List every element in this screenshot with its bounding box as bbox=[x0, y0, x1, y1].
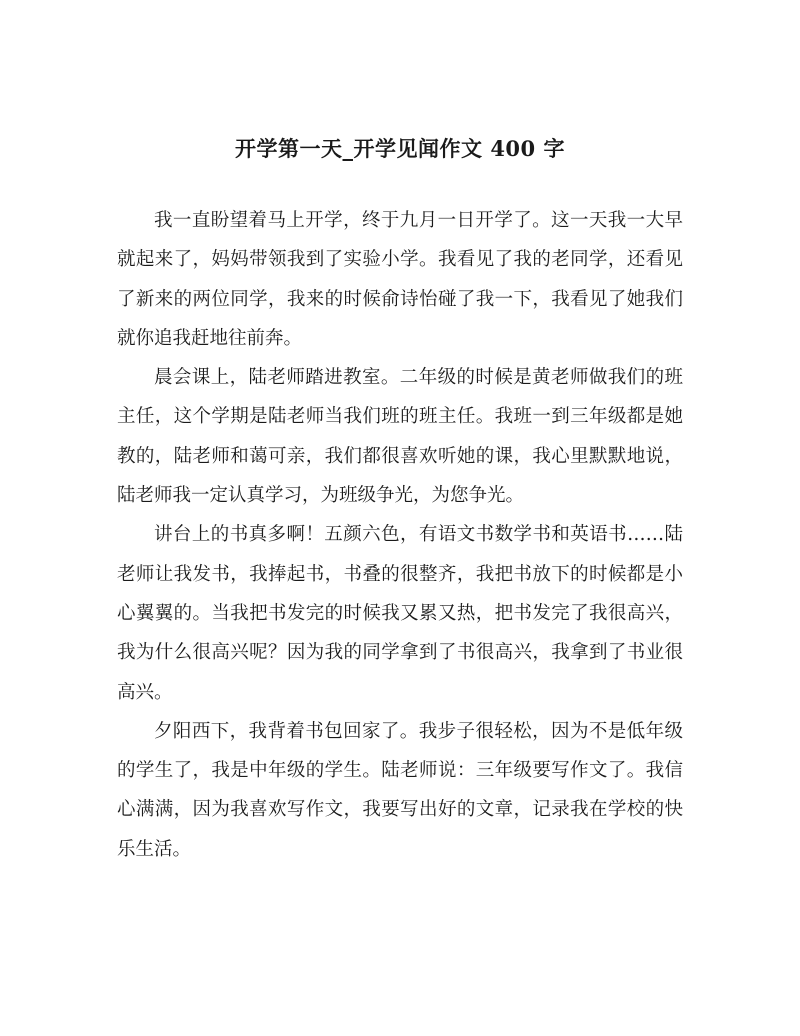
paragraph-4: 夕阳西下，我背着书包回家了。我步子很轻松，因为不是低年级的学生了，我是中年级的学生。陆老师说：三年级要写作文了。我信心满满，因为我喜欢写作文，我要写出好的文章，记录我在学校的快乐生活。 bbox=[117, 720, 683, 860]
document-title: 开学第一天_开学见闻作文 400 字 bbox=[235, 136, 565, 161]
paragraph-2: 晨会课上，陆老师踏进教室。二年级的时候是黄老师做我们的班主任，这个学期是陆老师当我们班的班主任。我班一到三年级都是她教的，陆老师和蔼可亲，我们都很喜欢听她的课，我心里默默地说，陆老师我一定认真学习，为班级争光，为您争光。 bbox=[117, 367, 683, 507]
document-body bbox=[117, 201, 683, 869]
paragraph-3: 讲台上的书真多啊！五颜六色，有语文书数学书和英语书……陆老师让我发书，我捧起书，书叠的很整齐，我把书放下的时候都是小心翼翼的。当我把书发完的时候我又累又热，把书发完了我很高兴，我为什么很高兴呢？因为我的同学拿到了书很高兴，我拿到了书业很高兴。 bbox=[117, 524, 683, 703]
paragraph-1: 我一直盼望着马上开学，终于九月一日开学了。这一天我一大早就起来了，妈妈带领我到了实验小学。我看见了我的老同学，还看见了新来的两位同学，我来的时候俞诗怡碰了我一下，我看见了她我们就你追我赶地往前奔。 bbox=[117, 210, 683, 349]
